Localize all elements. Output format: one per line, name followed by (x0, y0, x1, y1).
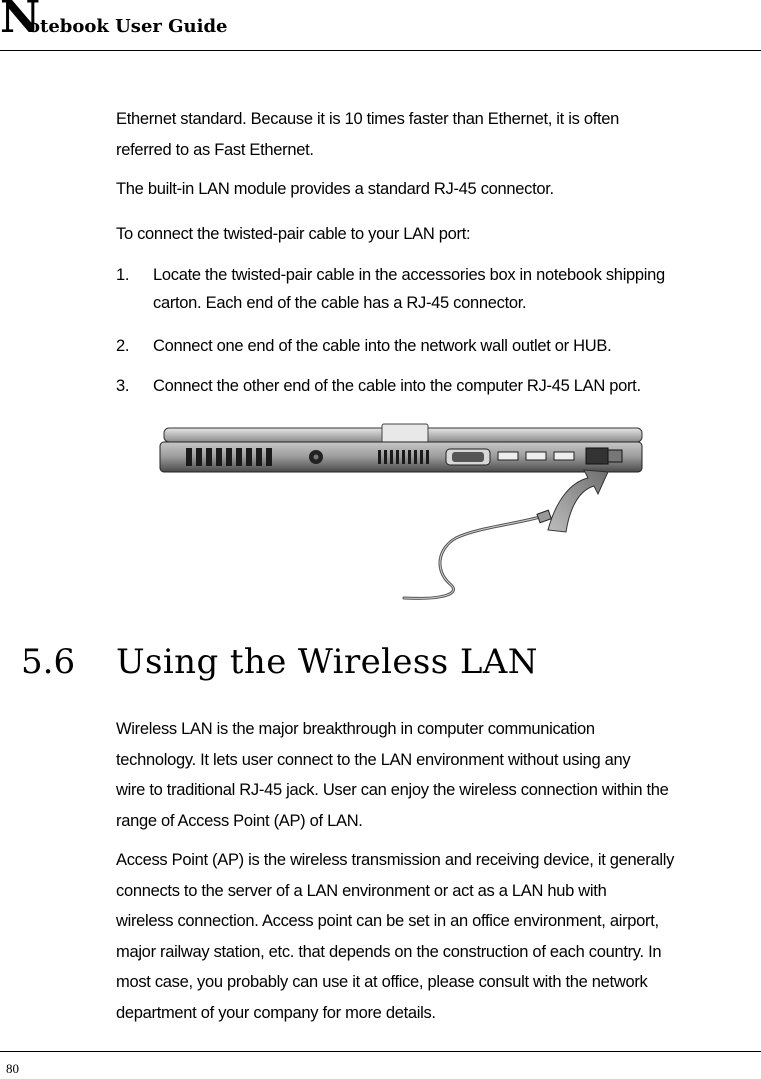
wireless-p1-line-3: wire to traditional RJ-45 jack. User can enjoy the wireless connection within the (116, 781, 669, 799)
section-title: Using the Wireless LAN (116, 642, 538, 682)
wireless-p2-line-3: wireless connection. Access point can be set in an office environment, airport, (116, 912, 659, 930)
step-1-line-1: Locate the twisted-pair cable in the accessories box in notebook shipping (153, 266, 665, 284)
wireless-p2-line-6: department of your company for more details. (116, 1004, 436, 1022)
wireless-p1-line-2: technology. It lets user connect to the LAN environment without using any (116, 751, 631, 769)
step-2-number: 2. (116, 337, 130, 355)
wireless-p1-line-4: range of Access Point (AP) of LAN. (116, 812, 363, 830)
intro-line-2: referred to as Fast Ethernet. (116, 141, 314, 159)
header-title: otebook User Guide (28, 16, 228, 37)
notebook-rear-panel-image (156, 420, 646, 605)
page-header (0, 0, 761, 51)
header-initial: N (0, 0, 41, 43)
wireless-p2-line-2: connects to the server of a LAN environment or act as a LAN hub with (116, 882, 607, 900)
intro-line-1: Ethernet standard. Because it is 10 times faster than Ethernet, it is often (116, 110, 620, 128)
wireless-p2-line-5: most case, you probably can use it at office, please consult with the network (116, 973, 648, 991)
section-number: 5.6 (21, 642, 76, 682)
instructions-lead: To connect the twisted-pair cable to your LAN port: (116, 225, 471, 243)
page-number: 80 (6, 1061, 19, 1076)
wireless-p2-line-1: Access Point (AP) is the wireless transmission and receiving device, it generally (116, 851, 675, 869)
step-2-line-1: Connect one end of the cable into the network wall outlet or HUB. (153, 337, 612, 355)
step-1-number: 1. (116, 266, 130, 284)
wireless-p1-line-1: Wireless LAN is the major breakthrough in computer communication (116, 720, 595, 738)
wireless-p2-line-4: major railway station, etc. that depends on the construction of each country. In (116, 943, 662, 961)
step-3-line-1: Connect the other end of the cable into the computer RJ-45 LAN port. (153, 377, 641, 395)
connector-sentence: The built-in LAN module provides a standard RJ-45 connector. (116, 180, 554, 198)
notebook-lan-illustration (156, 420, 646, 605)
step-3-number: 3. (116, 377, 130, 395)
footer-divider (0, 1051, 761, 1052)
step-1-line-2: carton. Each end of the cable has a RJ-45 connector. (153, 294, 527, 312)
